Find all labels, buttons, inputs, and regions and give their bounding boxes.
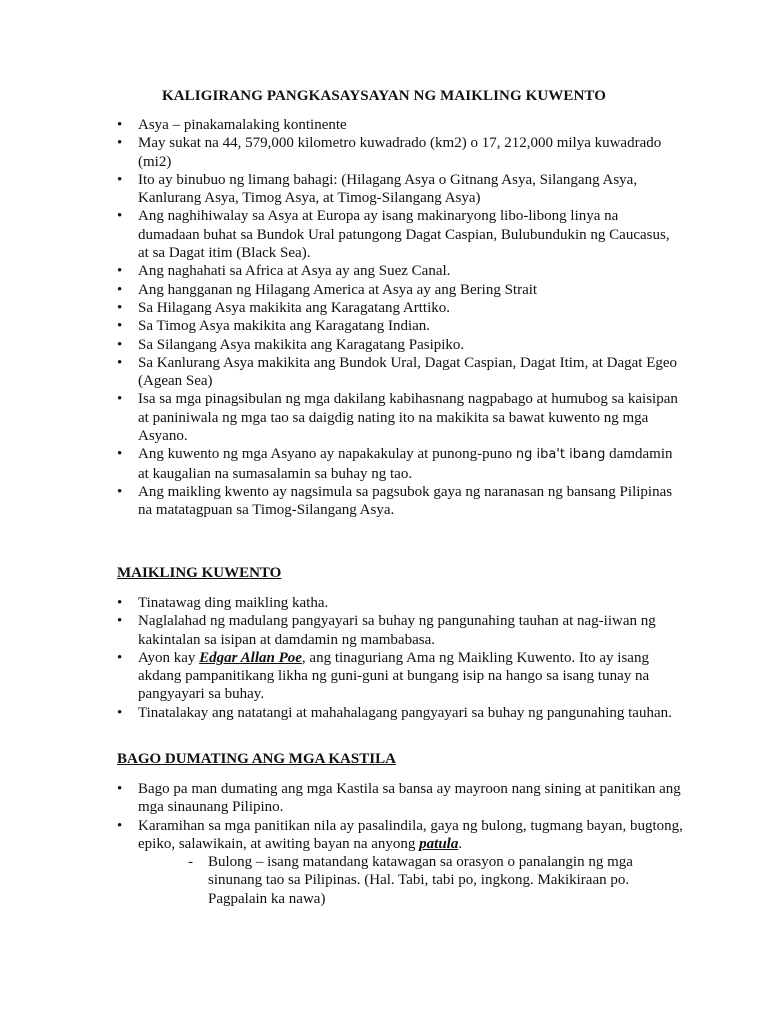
sub-list-item-bulong: [188, 853, 668, 908]
list-item: • Ang hangganan ng Hilagang America at Asya ay ang Bering Strait: [117, 281, 683, 299]
list-item: [117, 817, 683, 854]
list-item: • May sukat na 44, 579,000 kilometro kuwadrado (km2) o 17, 212,000 milya kuwadrado (mi2): [117, 134, 683, 171]
list-item: • Tinatawag ding maikling katha.: [117, 594, 683, 612]
asya-facts-list: [117, 116, 683, 520]
item-text: damdamin at kaugalian na sumasalamin sa buhay ng tao.: [138, 446, 673, 482]
list-item: • Sa Timog Asya makikita ang Karagatang Indian.: [117, 317, 683, 335]
list-item: • Ang naghihiwalay sa Asya at Europa ay isang makinaryong libo-libong linya na dumadaan buhat sa Bundok Ural patungong Dagat Caspian, Bulubundukin ng Caucasus, at sa Dagat itim (Black Sea).: [117, 207, 683, 262]
section-heading-maikling-kuwento: MAIKLING KUWENTO: [117, 565, 282, 581]
list-item: • Naglalahad ng madulang pangyayari sa buhay ng pangunahing tauhan at nag-iiwan ng kakintalan sa isipan at damdamin ng mambabasa.: [117, 612, 683, 649]
list-item: [117, 649, 683, 704]
document-title: KALIGIRANG PANGKASAYSAYAN NG MAIKLING KUWENTO: [161, 88, 607, 104]
bago-dumating-list: [117, 780, 683, 853]
author-name: Edgar Allan Poe: [199, 649, 302, 666]
list-item: • Asya – pinakamalaking kontinente: [117, 116, 683, 134]
item-text: Karamihan sa mga panitikan nila ay pasalindila, gaya ng bulong, tugmang bayan, bugtong, epiko, salawikain, at awiting bayan na anyong: [138, 817, 683, 852]
sub-item-text: Bulong – isang matandang katawagan sa orasyon o panalangin ng mga sinunang tao sa Pilipinas. (Hal. Tabi, tabi po, ingkong. Makikiraan po. Pagpalain ka nawa): [208, 854, 633, 907]
section-heading-bago-dumating: BAGO DUMATING ANG MGA KASTILA: [117, 751, 396, 767]
list-item: • Isa sa mga pinagsibulan ng mga dakilang kabihasnang nagpabago at humubog sa kaisipan at paniniwala ng mga tao sa daigdig nating ito na makikita sa bawat kuwento ng mga Asyano.: [117, 390, 683, 445]
patula-term: patula: [419, 835, 459, 852]
item-text-sans: ng iba't ibang: [515, 447, 606, 463]
list-item: • Sa Silangang Asya makikita ang Karagatang Pasipiko.: [117, 336, 683, 354]
list-item: • Ang naghahati sa Africa at Asya ay ang Suez Canal.: [117, 262, 683, 280]
maikling-kuwento-list: [117, 594, 683, 722]
list-item: • Tinatalakay ang natatangi at mahahalagang pangyayari sa buhay ng pangunahing tauhan.: [117, 704, 683, 722]
list-item: • Ito ay binubuo ng limang bahagi: (Hilagang Asya o Gitnang Asya, Silangang Asya, Kanlurang Asya, Timog Asya, at Timog-Silangang Asya): [117, 171, 683, 208]
list-item: • Ang maikling kwento ay nagsimula sa pagsubok gaya ng naranasan ng bansang Pilipinas na matatagpuan sa Timog-Silangang Asya.: [117, 483, 683, 520]
item-text: Ayon kay: [138, 649, 196, 666]
list-item: • Sa Hilagang Asya makikita ang Karagatang Arttiko.: [117, 299, 683, 317]
list-item: • Sa Kanlurang Asya makikita ang Bundok Ural, Dagat Caspian, Dagat Itim, at Dagat Egeo (Agean Sea): [117, 354, 683, 391]
item-text: .: [458, 835, 463, 852]
dash-marker: -: [188, 854, 193, 870]
item-text: Ang kuwento ng mga Asyano ay napakakulay at punong-puno: [138, 446, 513, 463]
list-item: [117, 445, 683, 483]
list-item: • Bago pa man dumating ang mga Kastila sa bansa ay mayroon nang sining at panitikan ang mga sinaunang Pilipino.: [117, 780, 683, 817]
item-text: , ang tinaguriang Ama ng Maikling Kuwento. Ito ay isang akdang pampanitikang likha ng guni-guni at bungang isip na hango sa isang tunay na pangyayari sa buhay.: [138, 649, 650, 703]
